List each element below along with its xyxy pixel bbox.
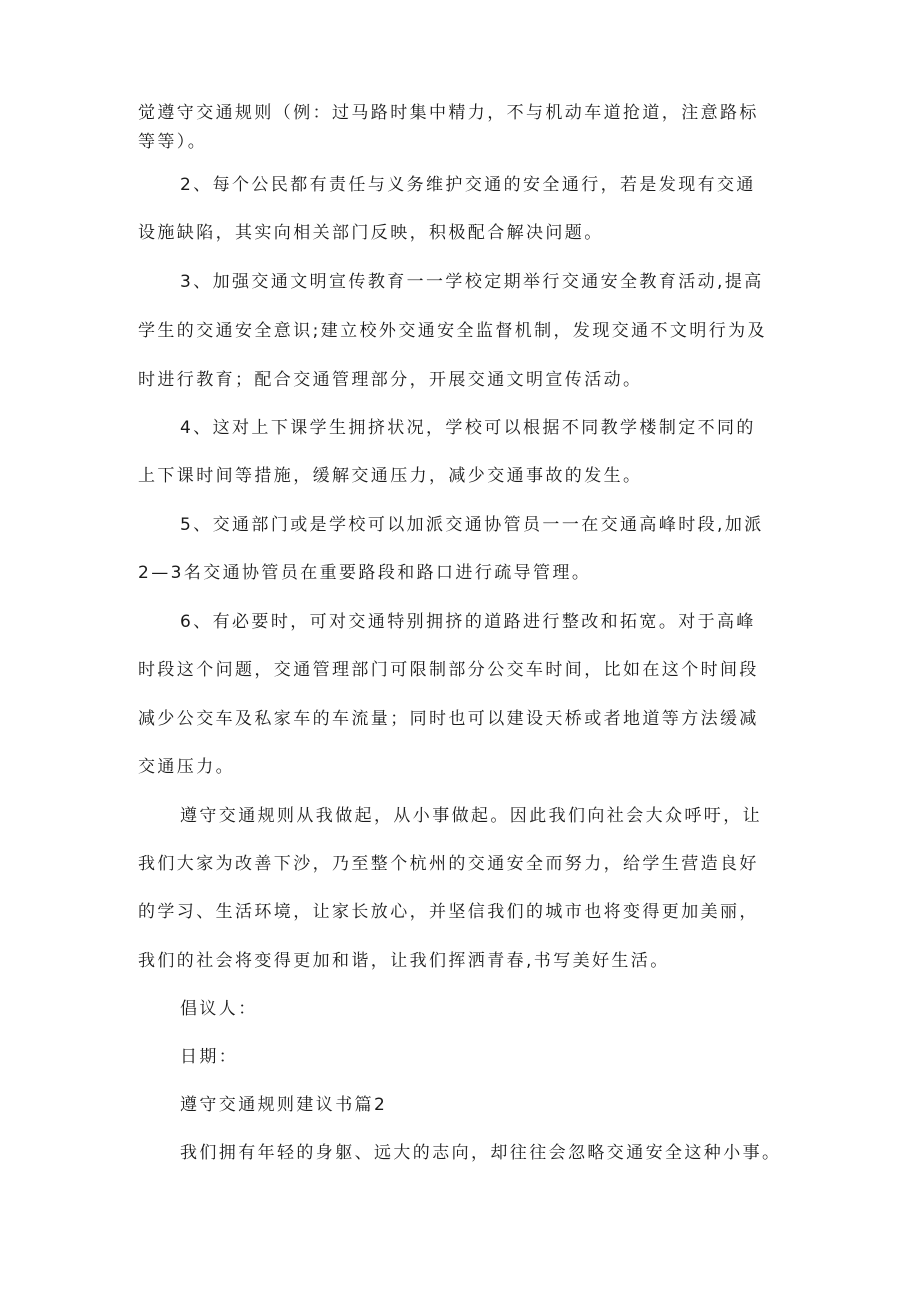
- text-line: 2、每个公民都有责任与义务维护交通的安全通行，若是发现有交通: [180, 175, 756, 195]
- text-line: 设施缺陷，其实向相关部门反映，积极配合解决问题。: [138, 223, 604, 243]
- text-line: 我们拥有年轻的身躯、远大的志向，却往往会忽略交通安全这种小事。: [180, 1143, 782, 1163]
- text-line: 2—3名交通协管员在重要路段和路口进行疏导管理。: [138, 563, 592, 583]
- text-line: 上下课时间等措施，缓解交通压力，减少交通事故的发生。: [138, 466, 643, 486]
- text-line: 4、这对上下课学生拥挤状况，学校可以根据不同教学楼制定不同的: [180, 418, 756, 438]
- text-line: 学生的交通安全意识;建立校外交通安全监督机制，发现交通不文明行为及: [138, 321, 767, 341]
- text-line: 我们大家为改善下沙，乃至整个杭州的交通安全而努力，给学生营造良好: [138, 854, 759, 874]
- text-line: 我们的社会将变得更加和谐，让我们挥洒青春,书写美好生活。: [138, 951, 670, 971]
- text-line: 遵守交通规则从我做起，从小事做起。因此我们向社会大众呼吁，让: [180, 806, 762, 826]
- text-line: 的学习、生活环境，让家长放心，并坚信我们的城市也将变得更加美丽，: [138, 902, 759, 922]
- text-line: 觉遵守交通规则（例：过马路时集中精力，不与机动车道抢道，注意路标: [138, 103, 759, 123]
- text-line: 时段这个问题，交通管理部门可限制部分公交车时间，比如在这个时间段: [138, 660, 759, 680]
- text-line: 等等）。: [138, 132, 208, 152]
- section-heading: 遵守交通规则建议书篇2: [180, 1095, 388, 1115]
- text-line: 6、有必要时，可对交通特别拥挤的道路进行整改和拓宽。对于高峰: [180, 612, 756, 632]
- text-line: 时进行教育；配合交通管理部分，开展交通文明宣传活动。: [138, 370, 643, 390]
- text-line: 减少公交车及私家车的车流量；同时也可以建设天桥或者地道等方法缓减: [138, 709, 759, 729]
- text-line: 3、加强交通文明宣传教育一一学校定期举行交通安全教育活动,提高: [180, 272, 764, 292]
- text-line: 5、交通部门或是学校可以加派交通协管员一一在交通高峰时段,加派: [180, 515, 764, 535]
- signatory-label: 倡议人：: [180, 999, 258, 1019]
- text-line: 交通压力。: [138, 757, 235, 777]
- date-label: 日期：: [180, 1047, 239, 1067]
